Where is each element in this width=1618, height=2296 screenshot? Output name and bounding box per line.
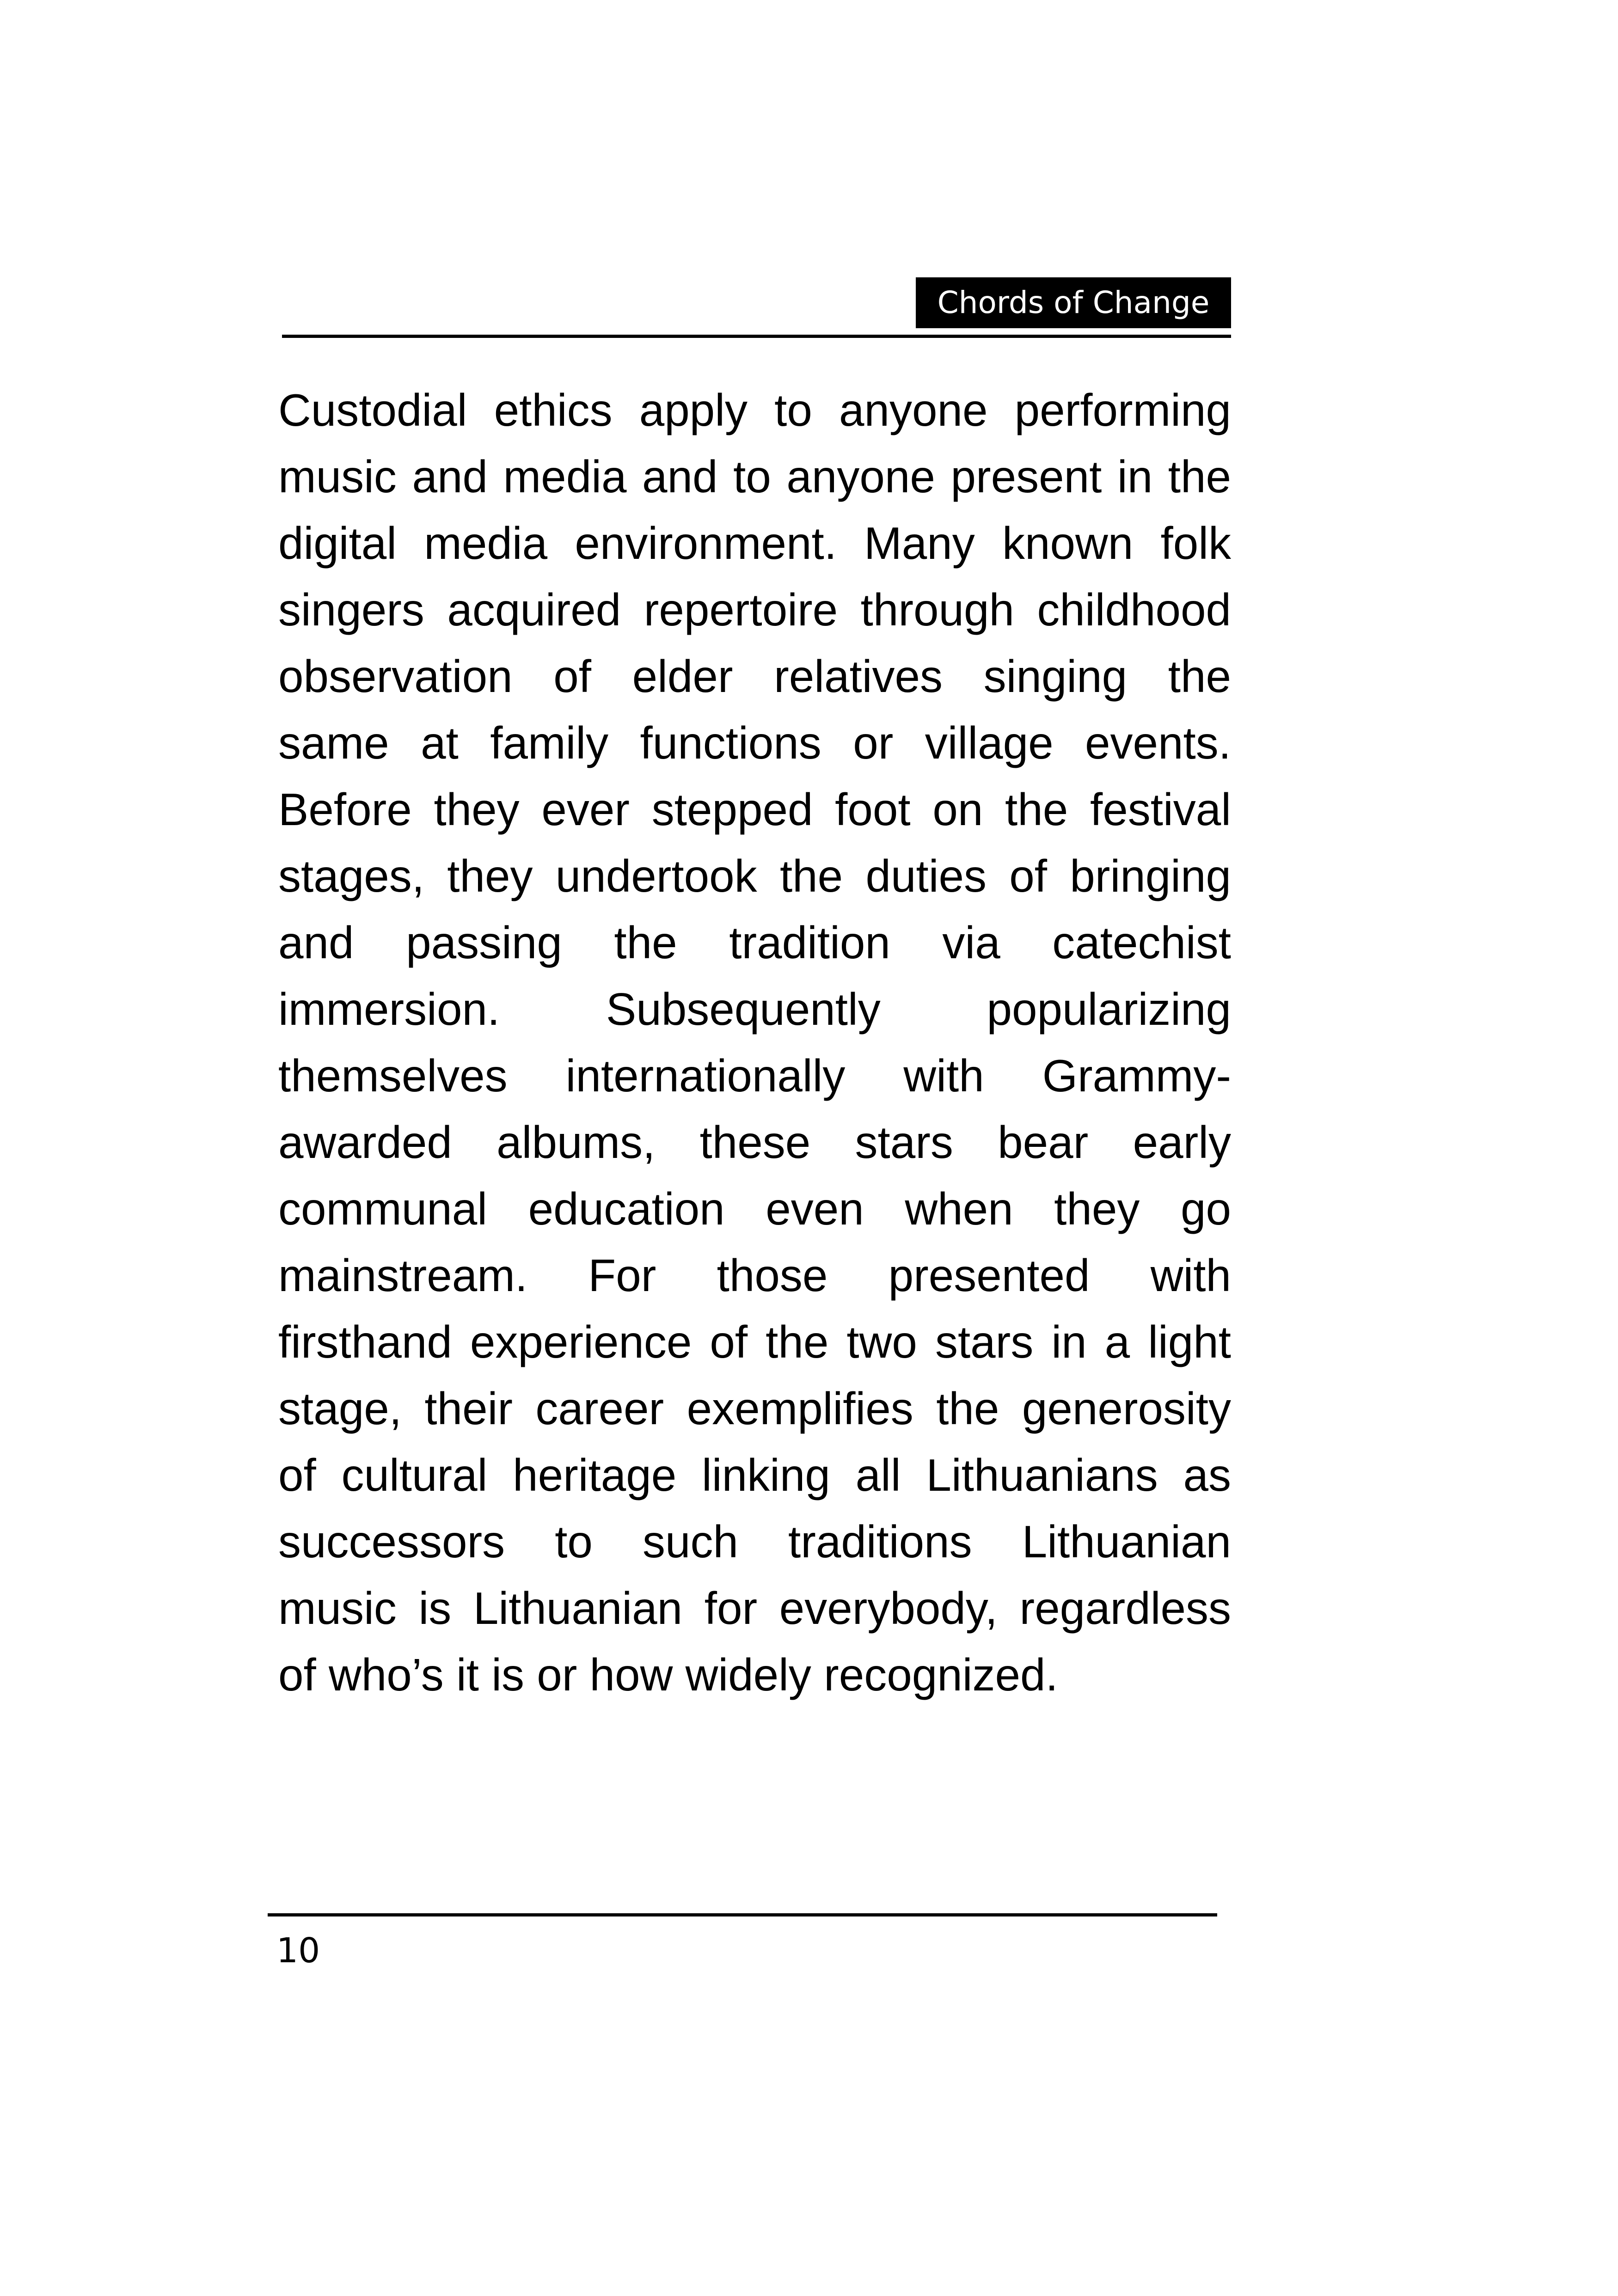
text-line: successors to such traditions Lithuanian <box>278 1516 1231 1567</box>
running-header-title: Chords of Change <box>916 277 1231 328</box>
text-line: immersion. Subsequently popularizing <box>278 984 1231 1035</box>
text-line: mainstream. For those presented with <box>278 1250 1231 1301</box>
text-line: stage, their career exemplifies the generosity <box>278 1383 1231 1434</box>
text-line: music and media and to anyone present in the <box>278 451 1231 502</box>
text-line: observation of elder relatives singing the <box>278 651 1231 702</box>
text-line: stages, they undertook the duties of bringing <box>278 851 1231 901</box>
header-rule <box>282 335 1231 338</box>
text-line: firsthand experience of the two stars in a light <box>278 1316 1231 1367</box>
text-line: Custodial ethics apply to anyone performing <box>278 385 1231 435</box>
text-line: of cultural heritage linking all Lithuanians as <box>278 1450 1231 1500</box>
text-line: Before they ever stepped foot on the festival <box>278 784 1231 835</box>
page-number: 10 <box>276 1931 320 1971</box>
body-paragraph <box>278 377 1231 1708</box>
text-line: digital media environment. Many known folk <box>278 518 1231 569</box>
text-line: of who’s it is or how widely recognized. <box>278 1649 1058 1700</box>
text-line: awarded albums, these stars bear early <box>278 1117 1231 1168</box>
footer-rule <box>268 1913 1217 1916</box>
text-line: music is Lithuanian for everybody, regardless <box>278 1583 1231 1634</box>
text-line: and passing the tradition via catechist <box>278 917 1231 968</box>
text-line: singers acquired repertoire through childhood <box>278 584 1231 635</box>
text-line: communal education even when they go <box>278 1183 1231 1234</box>
text-line: themselves internationally with Grammy- <box>278 1050 1231 1101</box>
text-line: same at family functions or village events. <box>278 717 1231 768</box>
